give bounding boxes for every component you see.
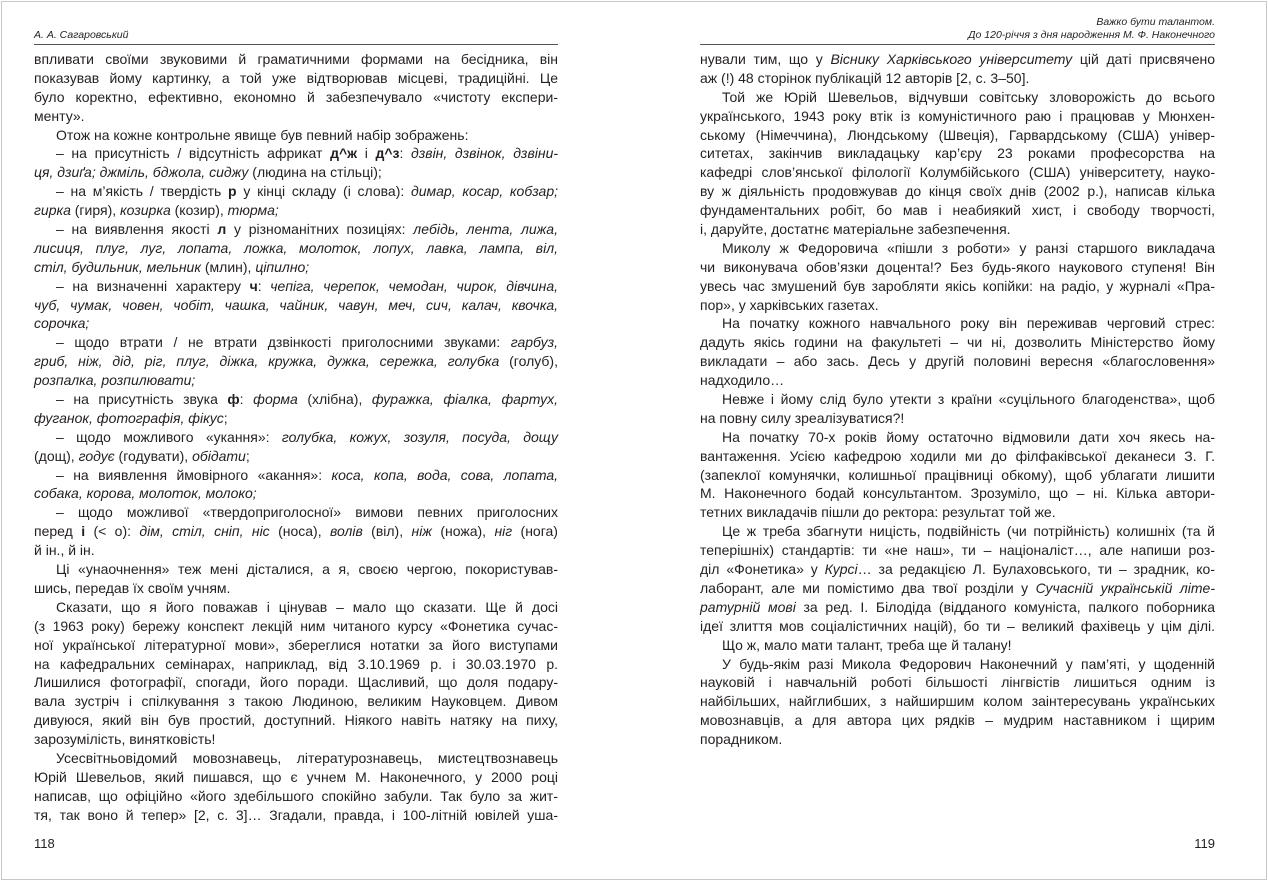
italic-example: гриб, ніж, дід, ріг, плуг, діжка, кружка, дужка, сережка, голубка [34, 353, 500, 370]
text-line [34, 636, 558, 655]
text-line [34, 144, 558, 163]
text-run: впливати своїми звуковими й граматичними формами на бесідника, він [34, 51, 558, 67]
italic-example: дім, стіл, сніп, ніс [139, 523, 270, 540]
italic-example: Віснику Харківського університету [830, 51, 1073, 67]
text-line [700, 447, 1215, 466]
text-line [34, 749, 558, 768]
italic-example: Сучасній українській літе- [1035, 579, 1215, 596]
text-run: Сказати, що я його поважав і цінував – мало що сказати. Ще й досі [56, 598, 558, 615]
text-run: діл «Фонетика» у [700, 561, 825, 578]
text-run: : [257, 277, 271, 294]
text-run: (годувати), [114, 447, 193, 464]
text-line [700, 522, 1215, 541]
text-line [34, 768, 558, 787]
text-run: й ін., й ін. [34, 542, 95, 559]
text-run: мовознавців, а для автора цих рядків – мудрим наставником і щирим [700, 712, 1215, 729]
text-line [34, 314, 558, 333]
text-line [700, 182, 1215, 201]
text-run: тя, так воно й тепер» [2, с. 3]… Згадали, правда, і 100-літній ювілей уша- [34, 806, 558, 823]
text-line [700, 484, 1215, 503]
italic-example: гирка [34, 202, 71, 219]
italic-example: ніг [494, 523, 513, 540]
text-line [34, 182, 558, 201]
text-run: (носа), [269, 523, 330, 540]
bold-phoneme: і [81, 523, 86, 540]
article-title-header: Важко бути талантом. [1096, 16, 1215, 28]
italic-example: фуражка, фіалка, фартух, [371, 391, 558, 408]
text-line [700, 258, 1215, 277]
text-run: порадником. [700, 731, 783, 748]
text-line [700, 144, 1215, 163]
text-line [34, 107, 558, 126]
text-line [700, 69, 1215, 88]
text-line [34, 371, 558, 390]
text-run: – щодо можливого «укання»: [56, 428, 282, 445]
text-line [34, 655, 558, 674]
italic-example: стіл, будильник, мельник [34, 258, 201, 275]
text-run: на повну силу зреалізуватися?! [700, 409, 905, 426]
text-line [700, 617, 1215, 636]
italic-example: чепіга, черепок, чемодан, чирок, дівчина, [270, 277, 559, 294]
text-run: на кафедральних семінарах, наприклад, від 3.10.1969 р. і 30.03.1970 р. [34, 655, 558, 672]
text-run: було коректно, ефективно, економно й забезпечувало «чистоту експери- [34, 88, 558, 105]
text-run: (голуб), [499, 353, 558, 370]
text-run: теперішніх) стандартів: ти «не наш», ти – націоналіст…, але напиши роз- [700, 542, 1215, 559]
text-run: (дощ), [34, 447, 79, 464]
italic-example: коса, копа, вода, сова, лопата, [331, 466, 559, 483]
text-run: науковій і навчальній роботі більшості лінгвістів лишиться одним із [700, 674, 1215, 691]
text-line [34, 69, 558, 88]
text-run: Миколу ж Федоровича «пішли з роботи» у ранзі старшого викладача [722, 239, 1215, 256]
left-page-body [34, 50, 558, 825]
text-line [34, 333, 558, 352]
text-line [34, 409, 558, 428]
text-line [700, 107, 1215, 126]
author-header: А. А. Сагаровський [34, 29, 129, 41]
text-run: (ножа), [431, 523, 495, 540]
text-run: (козир), [170, 202, 228, 219]
text-line [700, 126, 1215, 145]
text-run: (хлібна), [297, 391, 372, 408]
italic-example: форма [253, 391, 298, 408]
text-line [700, 673, 1215, 692]
text-line [34, 541, 558, 560]
text-line [34, 296, 558, 315]
text-run: показував йому картинку, а той уже відтворював місцеві, традиційні. Це [34, 69, 558, 86]
italic-example: козирка [120, 202, 171, 219]
italic-example: лисиця, плуг, луг, лопата, ложка, молоток, лопух, лавка, лампа, віл, [34, 239, 558, 256]
text-line [700, 636, 1215, 655]
right-page-body [700, 50, 1215, 749]
text-run: українського, 1943 року втік із комуністичного раю і працював у Мюнхен- [700, 107, 1215, 124]
text-run: аж (!) 48 сторінок публікацій 12 авторів [2, с. 3–50]. [700, 69, 1030, 86]
text-run: Отож на кожне контрольне явище був певний набір зображень: [56, 126, 469, 143]
italic-example: ціпилно; [255, 258, 310, 275]
text-run: зарозумілість, винятковість! [34, 731, 216, 748]
text-line [700, 390, 1215, 409]
text-line [700, 88, 1215, 107]
text-line [700, 692, 1215, 711]
right-page [700, 0, 1215, 881]
text-line [34, 258, 558, 277]
text-run: ; [245, 447, 250, 464]
text-run: ної української літературної мови», збереглися нотатки за його виступами [34, 636, 558, 653]
text-line [700, 503, 1215, 522]
text-line [34, 466, 558, 485]
text-line [700, 314, 1215, 333]
italic-example: чуб, чумак, човен, чобіт, чашка, чайник, чавун, меч, сич, калач, квочка, [34, 296, 558, 313]
italic-example: дзвін, дзвінок, дзвіни- [411, 145, 559, 162]
text-line [34, 447, 558, 466]
text-run: – на виявлення якості [56, 221, 218, 238]
text-run: – на визначенні характеру [56, 277, 250, 294]
text-run: Усесвітньовідомий мовознавець, літературознавець, мистецтвознавець [56, 749, 558, 766]
text-run: ситетах, закінчив викладацьку кар’єру 23 роками професорства на [700, 145, 1215, 162]
italic-example: годує [78, 447, 115, 464]
text-run: ву ж діяльність продовжував до кінця своїх днів (2002 р.), написав кілька [700, 183, 1215, 200]
text-line [34, 806, 558, 825]
text-run: – щодо можливої «твердоприголосної» вимови певних приголосних [56, 504, 558, 521]
text-run: у різноманітних позиціях: [226, 221, 414, 238]
bold-phoneme: р [228, 183, 237, 200]
italic-example: тюрма; [227, 202, 279, 219]
bold-phoneme: ф [227, 391, 240, 408]
text-line [34, 484, 558, 503]
text-line [700, 409, 1215, 428]
bold-phoneme: д^з [375, 145, 400, 162]
text-run: найбільших, найглибших, з найширшим колом заінтересувань українських [700, 693, 1215, 710]
text-line [700, 220, 1215, 239]
bold-phoneme: л [217, 221, 227, 238]
text-run: – на присутність / відсутність африкат [56, 145, 331, 162]
text-run: дивуюся, який він був простий, доступний. Ніякого навіть натяку на пиху, [34, 712, 558, 729]
text-line [700, 163, 1215, 182]
text-run: дадуть якісь години на факультеті – чи ні, дозволить Міністерство йому [700, 334, 1215, 351]
text-run: – щодо втрати / не втрати дзвінкості приголосними звуками: [56, 334, 511, 351]
text-run: пор», у харківських газетах. [700, 296, 879, 313]
text-run: перед [34, 523, 82, 540]
text-run: (< о): [85, 523, 140, 540]
text-run: (нога) [512, 523, 558, 540]
text-run: Лишилися фотографії, спогади, його поради. Щасливий, що доля подару- [34, 674, 558, 691]
text-run: ; [223, 409, 228, 426]
text-run: за ред. І. Білодіда (відданого комуніста, палкого поборника [795, 598, 1215, 615]
text-line [700, 371, 1215, 390]
text-run: ському (Німеччина), Люндському (Швеція), Гарвардському (США) універ- [700, 126, 1215, 143]
text-line [700, 428, 1215, 447]
text-run: нували тим, що у [700, 51, 831, 67]
text-line [700, 579, 1215, 598]
text-run: ідеї злиття мов соціалістичних націй), бо ти – великий фахівець у цім ділі. [700, 617, 1215, 634]
text-run: (віл), [362, 523, 412, 540]
italic-example: голубка, кожух, зозуля, посуда, дощу [281, 428, 558, 445]
text-run: Це ж треба збагнути ницість, подвійність (чи потрійність) колишніх (та й [722, 523, 1215, 540]
text-line [34, 201, 558, 220]
bold-phoneme: д^ж [330, 145, 358, 162]
text-run: : [239, 391, 254, 408]
italic-example: ратурній мові [700, 598, 796, 615]
italic-example: сорочка; [34, 315, 90, 332]
text-line [34, 503, 558, 522]
text-run: фундаментальних робіт, бо мав і неабиякий хист, і свободу творчості, [700, 202, 1215, 219]
text-line [34, 730, 558, 749]
text-line [34, 277, 558, 296]
text-line [34, 560, 558, 579]
italic-example: обідати [192, 447, 246, 464]
text-line [700, 598, 1215, 617]
text-run: Ці «унаочнення» теж мені дісталися, а я, своєю чергою, покористував- [56, 561, 558, 578]
text-run: На початку кожного навчального року він переживав черговий стрес: [722, 315, 1215, 332]
text-run: (запеклої комунячки, колишньої працівниці обкому), щоб ублагати лишити [700, 466, 1215, 483]
italic-example: Курсі [824, 561, 858, 578]
text-line [34, 579, 558, 598]
text-run: (гиря), [70, 202, 121, 219]
italic-example: волів [329, 523, 363, 540]
text-line [700, 352, 1215, 371]
text-line [700, 560, 1215, 579]
text-line [34, 711, 558, 730]
italic-example: лебідь, лента, лижа, [413, 221, 558, 238]
text-line [700, 333, 1215, 352]
text-run: менту». [34, 107, 85, 124]
text-line [700, 277, 1215, 296]
left-page [34, 0, 558, 881]
text-line [34, 692, 558, 711]
text-line [700, 296, 1215, 315]
text-run: … за редакцією Л. Булаховського, ти – зрадник, ко- [857, 561, 1216, 578]
text-run: чи виконувача обов’язки доцента!? Без будь-якого наукового ступеня! Він [700, 258, 1215, 275]
italic-example: розпалка, розпилювати; [34, 372, 196, 389]
text-run: тетних викладачів пішли до ректора: результат той же. [700, 504, 1056, 521]
text-run: Той же Юрій Шевельов, відчувши совітську зловорожість до всього [722, 88, 1215, 105]
text-run: вала зустріч і спілкування з такою Людиною, великим Науковцем. Дивом [34, 693, 558, 710]
text-run: викладати – або зась. Десь у другій половині вересня «благословення» [700, 353, 1215, 370]
text-run: – на м’якість / твердість [56, 183, 229, 200]
text-run: У будь-якім разі Микола Федорович Наконечний у пам’яті, у щоденній [722, 655, 1215, 672]
text-line [34, 50, 558, 69]
text-line [34, 598, 558, 617]
text-line [34, 352, 558, 371]
running-header-right [700, 16, 1215, 45]
text-line [34, 617, 558, 636]
italic-example: гарбуз, [510, 334, 558, 351]
italic-example: ця, дзиґа; джміль, бджола, сиджу [34, 164, 249, 181]
text-run: і [357, 145, 376, 162]
text-run: (з 1963 року) бережу конспект лекцій ним читаного курсу «Фонетика сучас- [34, 617, 558, 634]
text-line [34, 390, 558, 409]
text-line [700, 466, 1215, 485]
page-number: 119 [1194, 836, 1215, 851]
page-number: 118 [34, 836, 55, 851]
text-run: На початку 70-х років йому остаточно відмовили дати хоч якесь на- [722, 428, 1215, 445]
text-run: і, даруйте, достатнє матеріальне забезпечення. [700, 221, 1011, 238]
text-line [700, 201, 1215, 220]
text-line [34, 787, 558, 806]
text-run: Юрій Шевельов, який пишався, що є учнем М. Наконечного, у 2000 році [34, 768, 558, 785]
running-header-left [34, 16, 558, 45]
text-line [34, 126, 558, 145]
article-subtitle-header: До 120-річчя з дня народження М. Ф. Наконечного [968, 29, 1215, 41]
italic-example: димар, косар, кобзар; [411, 183, 559, 200]
text-run: увесь час змушений був заробляти якісь копійки: на радіо, у журналі «Пра- [700, 277, 1215, 294]
bold-phoneme: ч [249, 277, 258, 294]
text-line [34, 522, 558, 541]
text-run: М. Наконечного бодай консультантом. Зрозуміло, що – ні. Кілька автори- [700, 485, 1215, 502]
text-run: – на присутність звука [56, 391, 228, 408]
text-line [700, 730, 1215, 749]
text-line [700, 239, 1215, 258]
text-run: цій даті присвячено [1072, 51, 1216, 67]
text-run: шись, передав їх своїм учням. [34, 579, 231, 596]
text-run: : [399, 145, 412, 162]
text-run: кафедрі слов’янської філології Колумбійського (США) університету, науко- [700, 164, 1215, 181]
text-run: у кінці складу (і слова): [236, 183, 412, 200]
italic-example: собака, корова, молоток, молоко; [34, 485, 257, 502]
text-line [700, 50, 1215, 69]
text-run: Що ж, мало мати талант, треба ще й талану! [722, 636, 1012, 653]
text-line [34, 220, 558, 239]
text-line [34, 163, 558, 182]
text-run: (людина на стільці); [248, 164, 382, 181]
italic-example: фуганок, фотографія, фікус [34, 409, 224, 426]
text-run: лаборант, але ми помістимо два твої розділи у [700, 579, 1036, 596]
text-run: надходило… [700, 372, 785, 389]
text-run: – на виявлення ймовірного «акання»: [56, 466, 332, 483]
text-run: вантаження. Усією кафедрою ходили ми до філфаківської деканеси З. Г. [700, 447, 1215, 464]
text-run: Невже і йому слід було утекти з країни «суцільного благоденства», щоб [722, 391, 1215, 408]
text-line [34, 428, 558, 447]
italic-example: ніж [411, 523, 432, 540]
text-line [700, 711, 1215, 730]
text-run: написав, що офіційно «його здебільшого спокійно забули. Так було за жит- [34, 787, 558, 804]
text-line [700, 541, 1215, 560]
text-run: (млин), [200, 258, 256, 275]
text-line [34, 88, 558, 107]
text-line [34, 673, 558, 692]
text-line [34, 239, 558, 258]
text-line [700, 655, 1215, 674]
